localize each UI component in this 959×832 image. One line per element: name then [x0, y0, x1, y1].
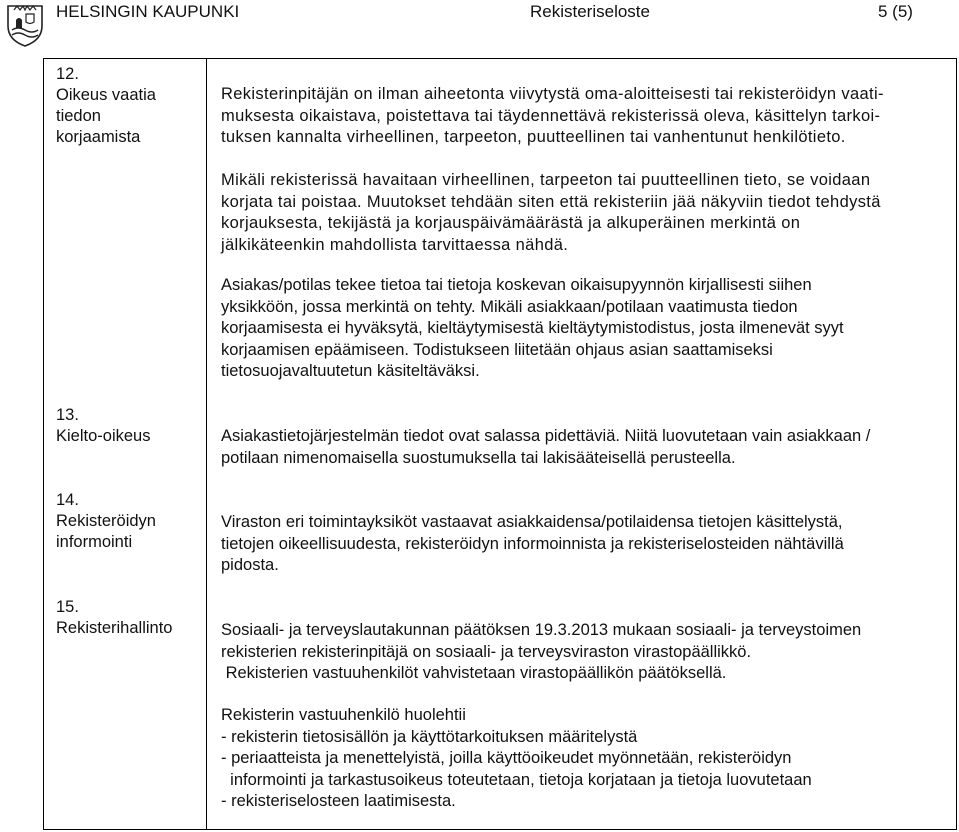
- section-number: 15.: [56, 598, 79, 616]
- section-label-line: Rekisterihallinto: [56, 619, 173, 637]
- list-item: informointi ja tarkastusoikeus toteutetaan, tietoja korjataan ja tietoja luovutetaan: [221, 770, 812, 789]
- page-header: [0, 0, 959, 50]
- section-number: 12.: [56, 65, 79, 83]
- text-line: pidosta.: [221, 556, 279, 575]
- text-line: Asiakas/potilas tekee tietoa tai tietoja koskevan oikaisupyynnön kirjallisesti siihen: [221, 276, 812, 294]
- text-line: yksikköön, jossa merkintä on tehty. Mikäli asiakkaan/potilaan vaatimusta tiedon: [221, 297, 798, 316]
- paragraph: [221, 512, 951, 577]
- text-line: jälkikäteenkin mahdollista tarvittaessa nähdä.: [221, 235, 569, 254]
- text-line: potilaan nimenomaisella suostumuksella tai lakisääteisellä perusteella.: [221, 448, 736, 467]
- section-label-line: Oikeus vaatia: [56, 86, 156, 104]
- helsinki-coat-of-arms-icon: [4, 0, 46, 48]
- document-title: Rekisteriseloste: [530, 2, 650, 21]
- list-item: - rekisteriselosteen laatimisesta.: [221, 792, 456, 811]
- text-line: Viraston eri toimintayksiköt vastaavat asiakkaidensa/potilaidensa tietojen käsittelystä,: [221, 513, 843, 531]
- text-line: rekisterien rekisterinpitäjä on sosiaali- ja terveysviraston virastopäällikkö.: [221, 642, 752, 661]
- text-line: korjaamisen epäämiseen. Todistukseen liitetään ohjaus asian saattamiseksi: [221, 340, 773, 359]
- text-line: tuksen kannalta virheellinen, tarpeeton, puutteellinen tai vanhentunut henkilötieto.: [221, 128, 846, 147]
- section-number: 14.: [56, 491, 79, 509]
- paragraph: [221, 705, 951, 813]
- text-line: korjata tai poistaa. Muutokset tehdään siten että rekisteriin jää näkyviin tiedot tehdystä: [221, 192, 881, 211]
- paragraph: [221, 426, 951, 469]
- text-line: Rekisterien vastuuhenkilöt vahvistetaan virastopäällikön päätöksellä.: [221, 664, 727, 683]
- section-label-line: korjaamista: [56, 128, 141, 146]
- column-divider: [206, 58, 207, 830]
- text-line: Asiakastietojärjestelmän tiedot ovat salassa pidettäviä. Niitä luovutetaan vain asiakkaan /: [221, 427, 871, 445]
- text-line: Rekisterin vastuuhenkilö huolehtii: [221, 706, 466, 724]
- text-line: Sosiaali- ja terveyslautakunnan päätöksen 19.3.2013 mukaan sosiaali- ja terveystoimen: [221, 621, 862, 639]
- section-label-line: informointi: [56, 533, 133, 551]
- list-item: - rekisterin tietosisällön ja käyttötarkoituksen määritelystä: [221, 727, 638, 746]
- paragraph: [221, 275, 951, 383]
- section-label-line: tiedon: [56, 107, 101, 125]
- text-line: tietojen oikeellisuudesta, rekisteröidyn informoinnista ja rekisteriselosteiden nähtävillä: [221, 534, 844, 553]
- text-line: Rekisterinpitäjän on ilman aiheetonta viivytystä oma-aloitteisesti tai rekisteröidyn vaati-: [221, 85, 884, 103]
- organization-name: HELSINGIN KAUPUNKI: [56, 2, 240, 21]
- text-line: muksesta oikaistava, poistettava tai täydennettävä rekisterissä oleva, käsittelyn tarkoi-: [221, 106, 881, 125]
- paragraph: [221, 84, 951, 149]
- page-number: 5 (5): [878, 2, 913, 21]
- paragraph: [221, 620, 951, 685]
- text-line: tietosuojavaltuutetun käsiteltäväksi.: [221, 362, 480, 381]
- paragraph: [221, 170, 951, 256]
- section-label-line: Kielto-oikeus: [56, 427, 151, 445]
- section-label-line: Rekisteröidyn: [56, 512, 156, 530]
- section-number: 13.: [56, 406, 79, 424]
- list-item: - periaatteista ja menettelyistä, joilla käyttöoikeudet myönnetään, rekisteröidyn: [221, 749, 792, 768]
- text-line: korjaamisesta ei hyväksytä, kieltäytymisestä kieltäytymistodistus, josta ilmenevät syyt: [221, 319, 844, 338]
- text-line: korjauksesta, tekijästä ja korjauspäivämäärästä ja alkuperäinen merkintä on: [221, 214, 801, 233]
- text-line: Mikäli rekisterissä havaitaan virheellinen, tarpeeton tai puutteellinen tieto, se voidaan: [221, 171, 871, 189]
